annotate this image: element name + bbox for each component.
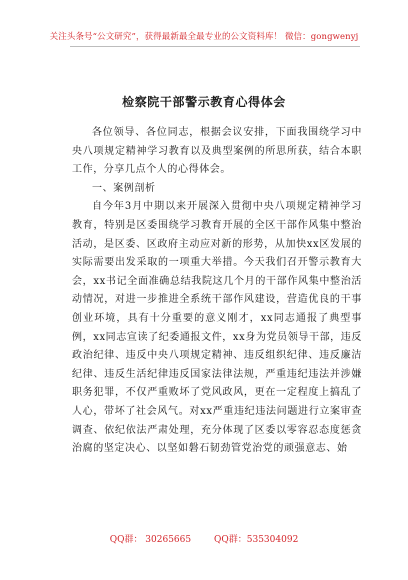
header-divider [70, 46, 360, 47]
intro-paragraph: 各位领导、各位同志，根据会议安排，下面我围绕学习中央八项规定精神学习教育以及典型案例的所思所获，结合本职工作，分享几点个人的心得体会。 [72, 127, 362, 176]
document-body [72, 124, 362, 459]
section-heading: 一、案例剖析 [92, 182, 156, 194]
document-title: 检察院干部警示教育心得体会 [122, 95, 286, 109]
footer-qq-group-1: QQ群： 30265665 [109, 535, 192, 545]
header-note: 关注头条号“公文研究”，获得最新最全最专业的公文资料库！ 微信：gongwenyj [49, 32, 359, 42]
footer-contact [0, 532, 408, 545]
case-analysis-paragraph: 自今年3月中期以来开展深入贯彻中央八项规定精神学习教育，特别是区委围绕学习教育开展的全区干部作风集中整治活动，是区委、区政府主动应对新的形势，从加快xx区发展的实际需要出发采取的一项重大举措。今天我们召开警示教育大会，xx书记全面准确总结我院这几个月的干部作风集中整治活动情况，对进一步推进全系统干部作风建设，营造优良的干事创业环境，具有十分重要的意义刚才，xx同志通报了典型事例，xx同志宣读了纪委通报文件，xx身为党员领导干部，违反政治纪律、违反中央八项规定精神、违反组织纪律、违反廉洁纪律、违反生活纪律违反国家法律法规，严重违纪违法并涉嫌职务犯罪，不仅严重败坏了党风政风，更在一定程度上搞乱了人心，带坏了社会风气。对xx严重违纪违法问题进行立案审查调查、依纪依法严肃处理，充分体现了区委以零容忍态度惩贪治腐的坚定决心、以坚如磐石韧劲管党治党的顽强意志、始 [72, 201, 362, 455]
footer-qq-group-2: QQ群：535304092 [214, 535, 299, 545]
